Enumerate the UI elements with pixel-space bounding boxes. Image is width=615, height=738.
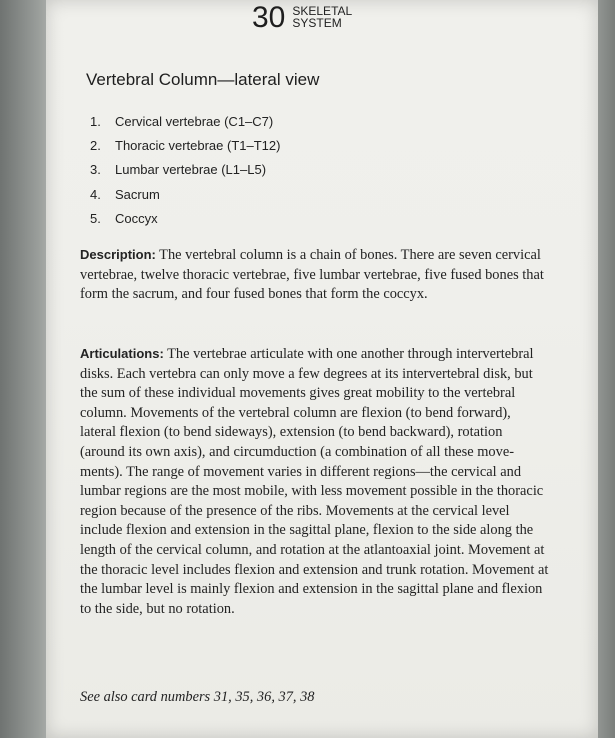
list-item (90, 114, 280, 138)
list-item-number: 1. (90, 114, 101, 129)
list-item-number: 3. (90, 162, 101, 178)
list-item-label: Thoracic vertebrae (T1–T12) (115, 138, 281, 154)
card-title: Vertebral Column—lateral view (86, 70, 320, 89)
description-paragraph (80, 245, 550, 305)
card-header (252, 2, 352, 38)
list-item-number: 5. (90, 210, 101, 226)
parts-list (90, 114, 280, 235)
list-item-label: Lumbar vertebrae (L1–L5) (115, 162, 267, 178)
list-item (90, 187, 280, 211)
list-item (90, 138, 280, 162)
list-item (90, 211, 280, 235)
articulations-lead: Articulations: (80, 346, 164, 361)
description-text: The vertebral column is a chain of bones. There are seven cervical vertebrae, twelve thoracic vertebrae, five lumbar vertebrae, five fused bones that form the sacrum, and four fused bones that form the coccyx. (80, 247, 544, 303)
card-number: 30 (252, 1, 286, 34)
articulations-paragraph (80, 344, 550, 619)
list-item-label: Cervical vertebrae (C1–C7) (115, 114, 274, 129)
section-label-line2: SYSTEM (292, 16, 342, 30)
list-item-number: 2. (90, 138, 101, 154)
section-label-line1: SKELETAL (292, 4, 353, 18)
articulations-text: The vertebrae articulate with one another through intervertebral disks. Each vertebra can only move a few degrees at its intervertebral disk, but the sum of these individual movements gives great mobility to the vertebral column. Movements of the vertebral column are flexion (to bend forward), lateral flexion (to bend sideways), extension (to bend backward), rotation (around its own axis), and circumduction (a combination of all these move-ments). The range of movement varies in different regions—the cervical and lumbar regions are the most mobile, with less movement possible in the thoracic region because of the presence of the ribs. Movements at the cervical level include flexion and extension in the sagittal plane, flexion to the side along the length of the cervical column, and rotation at the atlantoaxial joint. Movement at the thoracic level includes flexion and extension and trunk rotation. Movement at the lumbar level is mainly flexion and extension in the sagittal plane and flexion to the side, but no rotation. (80, 346, 549, 617)
description-lead: Description: (80, 247, 156, 262)
list-item-label: Sacrum (115, 186, 160, 202)
list-item-label: Coccyx (115, 210, 158, 226)
list-item (90, 162, 280, 186)
list-item-number: 4. (90, 186, 101, 202)
see-also-note: See also card numbers 31, 35, 36, 37, 38 (80, 689, 315, 705)
section-label (292, 5, 352, 29)
